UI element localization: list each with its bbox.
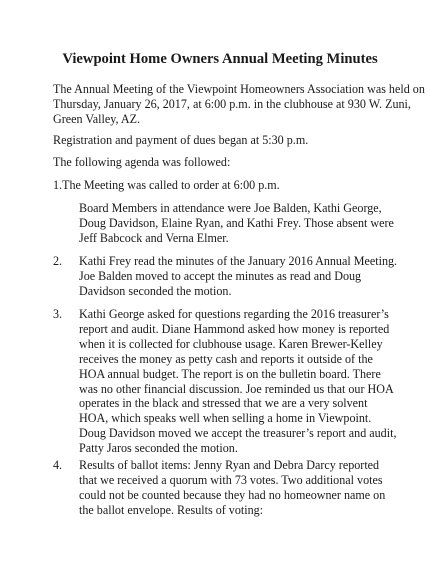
intro-paragraph: The Annual Meeting of the Viewpoint Homeowners Association was held on Thursday, January 26, 2017, at 6:00 p.m. in the clubhouse at 930 W. Zuni, Green Valley, AZ. <box>53 82 425 126</box>
board-members-paragraph: Board Members in attendance were Joe Balden, Kathi George, Doug Davidson, Elaine Ryan, and Kathi Frey. Those absent were Jeff Babcock and Verna Elmer. <box>79 201 394 245</box>
agenda-item-number: 3. <box>53 307 63 321</box>
agenda-item-text: Kathi George asked for questions regarding the 2016 treasurer’s report and audit. Diane Hammond asked how money is reported when it is collected for clubhouse usage. Karen Brewer-Kelley receives the money as petty cash and reports it outside of the HOA annual budget. The report is on the bulletin board. There was no other financial discussion. Joe reminded us that our HOA operates in the black and stressed that we are a very solvent HOA, which speaks well when selling a home in Viewpoint. Doug Davidson moved we accept the treasurer’s report and audit, Patty Jaros seconded the motion. <box>79 307 397 456</box>
agenda-item-text: Results of ballot items: Jenny Ryan and Debra Darcy reported that we received a quorum with 73 votes. Two additional votes could not be counted because they had no homeowner name on the ballot envelope. Results of voting: <box>79 458 386 517</box>
agenda-intro-paragraph: The following agenda was followed: <box>53 155 231 169</box>
agenda-item-text: Kathi Frey read the minutes of the January 2016 Annual Meeting. Joe Balden moved to accept the minutes as read and Doug Davidson seconded the motion. <box>79 254 398 298</box>
agenda-item-1: 1.The Meeting was called to order at 6:00 p.m. <box>53 178 280 192</box>
document-title: Viewpoint Home Owners Annual Meeting Minutes <box>62 51 378 67</box>
agenda-item-number: 2. <box>53 254 63 268</box>
agenda-item-number: 4. <box>53 458 63 472</box>
registration-paragraph: Registration and payment of dues began at 5:30 p.m. <box>53 133 309 147</box>
